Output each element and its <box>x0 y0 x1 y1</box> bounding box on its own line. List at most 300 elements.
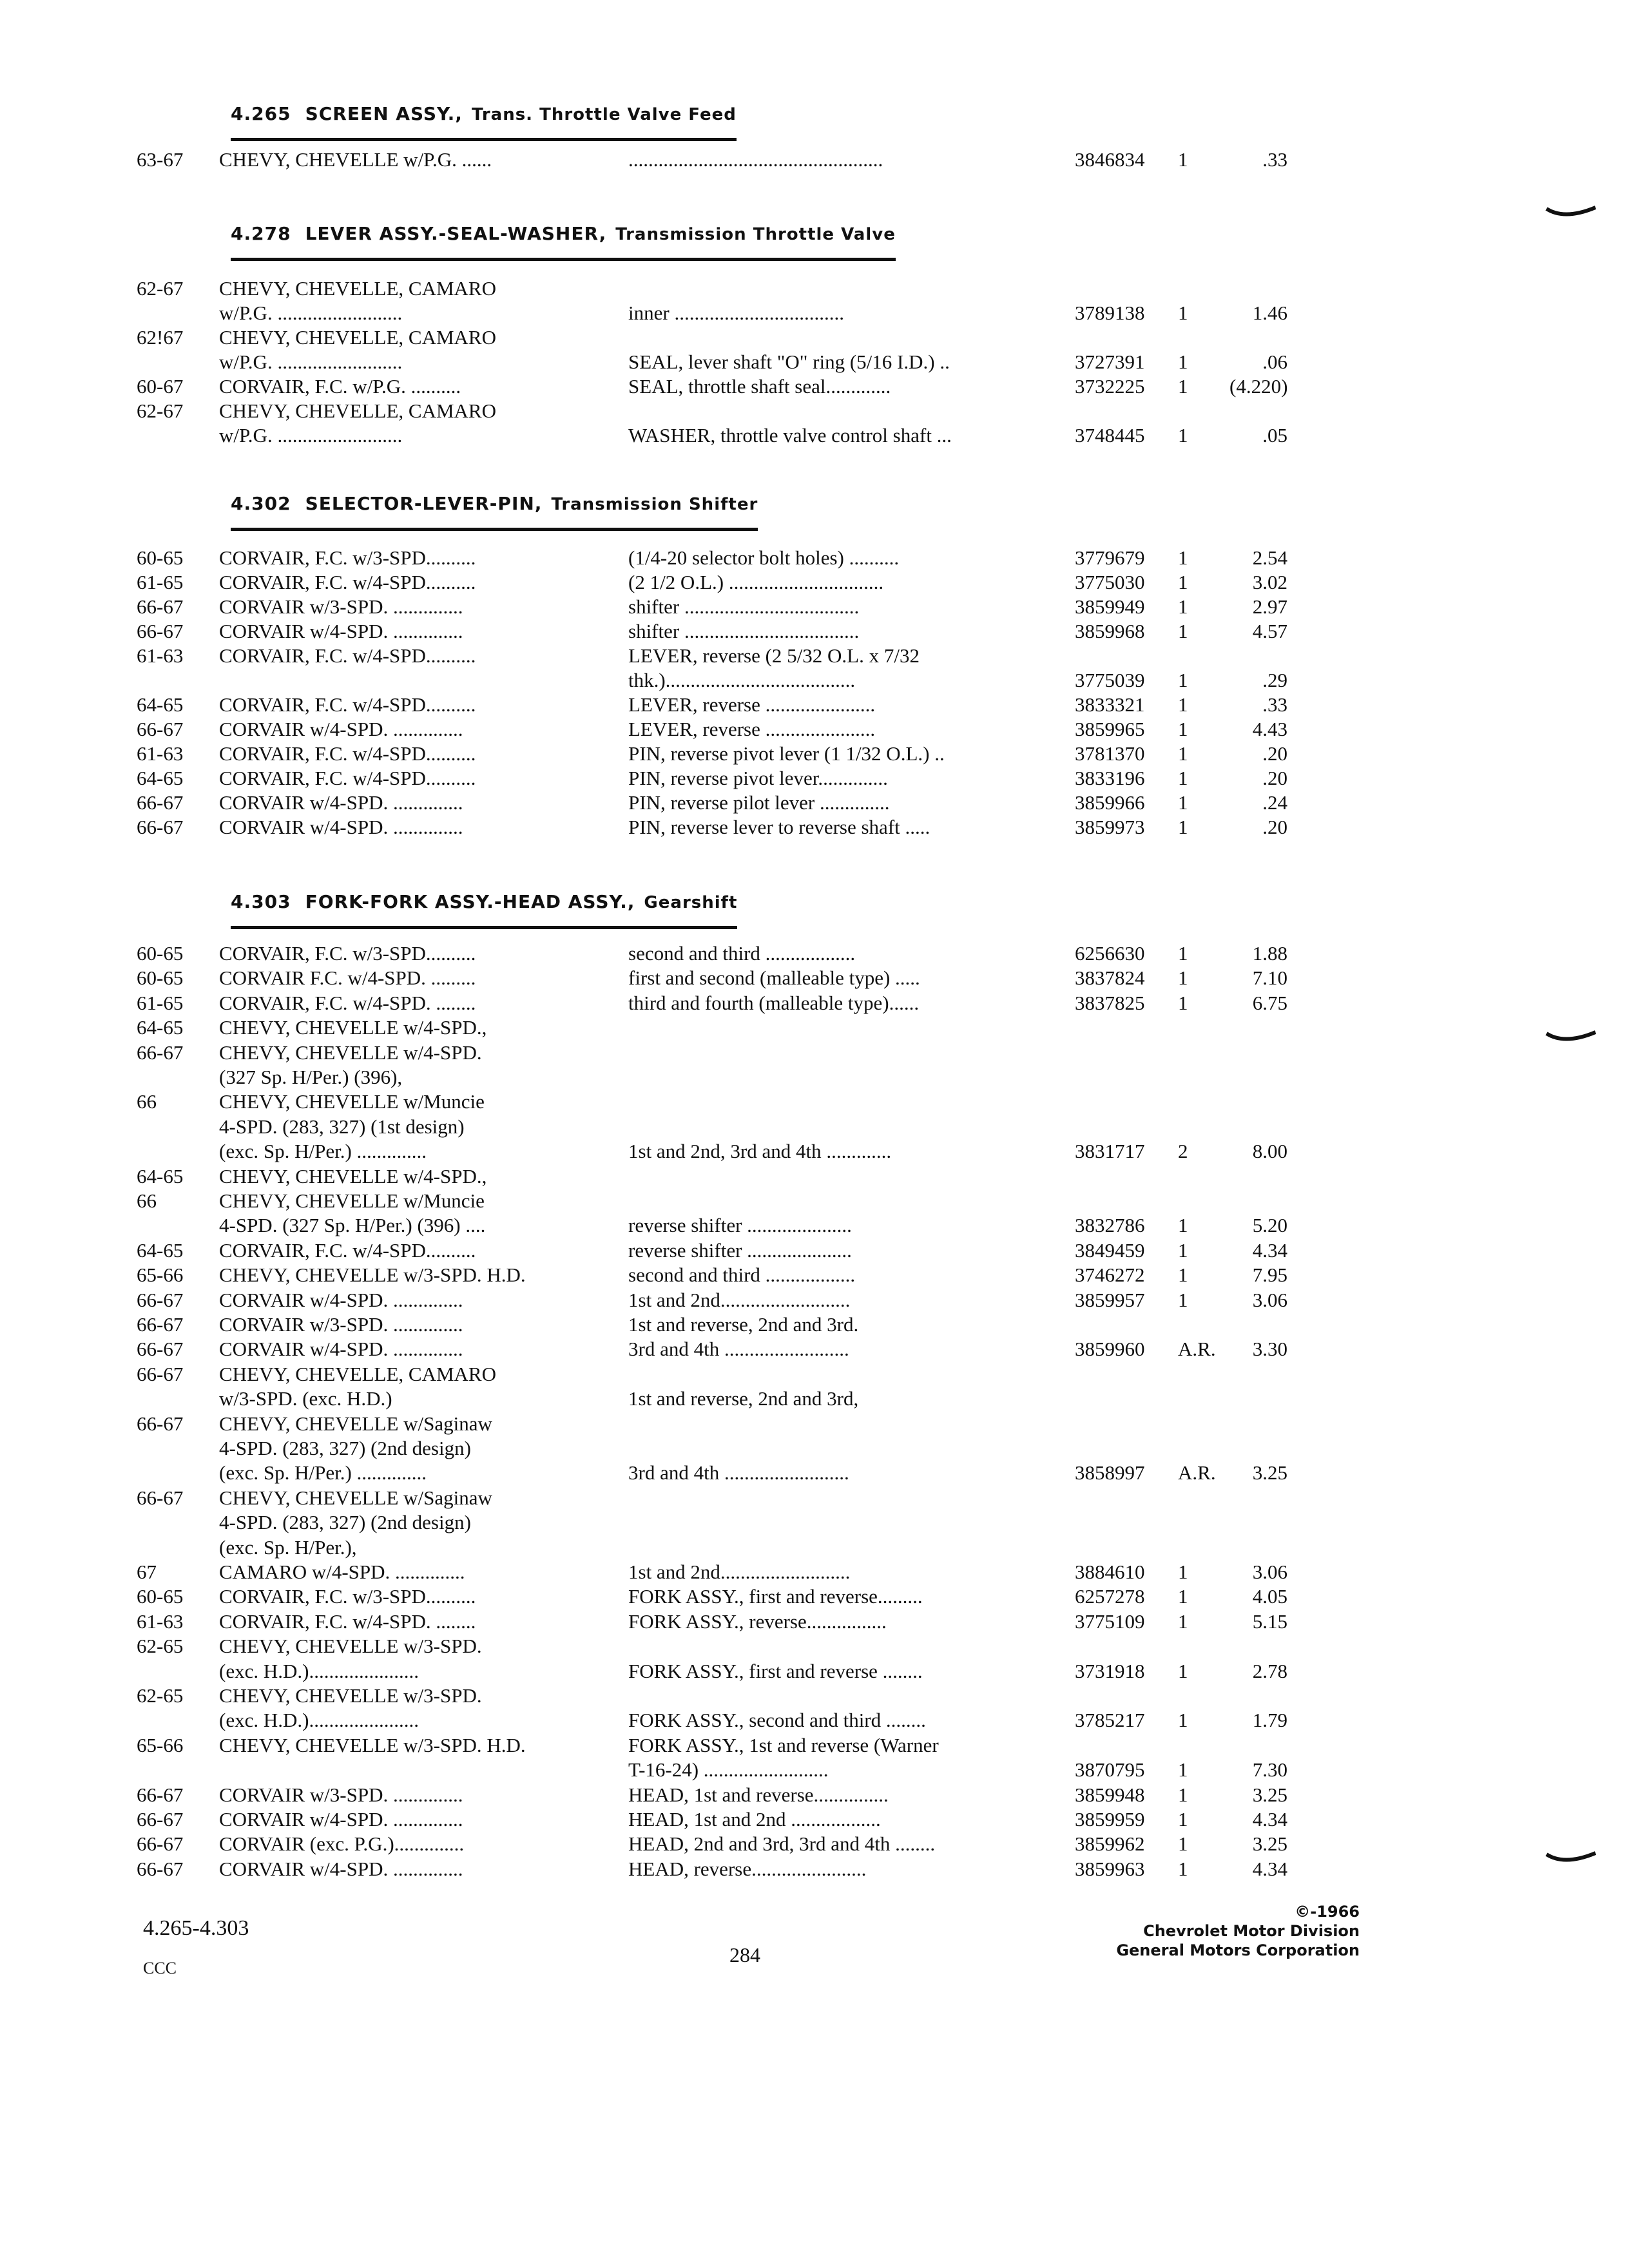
list-price: 5.20 <box>1252 1214 1287 1236</box>
list-price: .33 <box>1262 148 1287 171</box>
parts-row <box>0 1140 1629 1163</box>
parts-row <box>0 1832 1629 1856</box>
vehicle-model: CHEVY, CHEVELLE w/4-SPD. <box>219 1041 482 1064</box>
quantity: 1 <box>1178 1783 1188 1806</box>
list-price: 5.15 <box>1252 1610 1287 1633</box>
parts-row <box>0 595 1629 619</box>
list-price: 7.95 <box>1252 1264 1287 1286</box>
parts-row <box>0 277 1629 300</box>
vehicle-model: CHEVY, CHEVELLE w/3-SPD. <box>219 1635 482 1657</box>
part-number: 3859966 <box>1075 791 1145 814</box>
copyright: ©-1966 <box>1295 1903 1360 1921</box>
parts-row <box>0 1858 1629 1881</box>
vehicle-model: CORVAIR, F.C. w/P.G. .......... <box>219 375 461 398</box>
parts-row <box>0 742 1629 765</box>
page-range: 4.265-4.303 <box>143 1916 249 1940</box>
quantity: 1 <box>1178 1610 1188 1633</box>
model-year: 60-65 <box>137 966 184 989</box>
model-year: 60-65 <box>137 942 184 965</box>
part-number: 3837824 <box>1075 966 1145 989</box>
parts-row <box>0 1734 1629 1757</box>
model-year: 66-67 <box>137 1858 184 1880</box>
vehicle-model: 4-SPD. (283, 327) (2nd design) <box>219 1437 471 1459</box>
model-year: 66-67 <box>137 1041 184 1064</box>
parts-row <box>0 1264 1629 1287</box>
part-description: LEVER, reverse ...................... <box>628 718 876 740</box>
quantity: 1 <box>1178 1585 1188 1608</box>
parts-row <box>0 966 1629 990</box>
part-number: 3832786 <box>1075 1214 1145 1236</box>
quantity: 1 <box>1178 767 1188 789</box>
part-description: third and fourth (malleable type)...... <box>628 992 920 1014</box>
vehicle-model: CORVAIR w/4-SPD. .............. <box>219 1338 463 1360</box>
part-description: PIN, reverse pivot lever.............. <box>628 767 888 789</box>
list-price: .20 <box>1262 816 1287 838</box>
parts-row <box>0 718 1629 741</box>
quantity: 1 <box>1178 571 1188 593</box>
part-number: 3884610 <box>1075 1561 1145 1583</box>
quantity: 1 <box>1178 791 1188 814</box>
vehicle-model: CORVAIR, F.C. w/3-SPD.......... <box>219 1585 476 1608</box>
vehicle-model: CORVAIR, F.C. w/4-SPD.......... <box>219 767 476 789</box>
part-description: SEAL, lever shaft "O" ring (5/16 I.D.) .. <box>628 351 950 373</box>
model-year: 66 <box>137 1189 157 1212</box>
part-number: 3748445 <box>1075 424 1145 447</box>
part-number: 3732225 <box>1075 375 1145 398</box>
list-price: 3.06 <box>1252 1289 1287 1311</box>
part-description: FORK ASSY., 1st and reverse (Warner <box>628 1734 939 1756</box>
quantity: 1 <box>1178 1264 1188 1286</box>
vehicle-model: CHEVY, CHEVELLE, CAMARO <box>219 277 496 300</box>
section-header <box>231 103 737 141</box>
vehicle-model: w/P.G. ......................... <box>219 424 403 447</box>
parts-row <box>0 1561 1629 1584</box>
quantity: 1 <box>1178 1214 1188 1236</box>
model-year: 64-65 <box>137 1239 184 1262</box>
parts-row <box>0 1363 1629 1386</box>
part-number: 3859948 <box>1075 1783 1145 1806</box>
part-description: reverse shifter ..................... <box>628 1239 852 1262</box>
quantity: 1 <box>1178 1239 1188 1262</box>
list-price: 3.30 <box>1252 1338 1287 1360</box>
parts-row <box>0 399 1629 423</box>
parts-row <box>0 1115 1629 1139</box>
list-price: 4.34 <box>1252 1808 1287 1831</box>
model-year: 66-67 <box>137 1289 184 1311</box>
parts-row <box>0 1486 1629 1510</box>
part-number: 3859960 <box>1075 1338 1145 1360</box>
vehicle-model: (exc. H.D.)...................... <box>219 1660 419 1682</box>
list-price: 3.25 <box>1252 1461 1287 1484</box>
parts-row <box>0 1511 1629 1534</box>
part-description: WASHER, throttle valve control shaft ... <box>628 424 952 447</box>
list-price: 3.25 <box>1252 1832 1287 1855</box>
part-number: 3859959 <box>1075 1808 1145 1831</box>
part-description: (2 1/2 O.L.) ............................... <box>628 571 884 593</box>
model-year: 66-67 <box>137 1808 184 1831</box>
list-price: 2.97 <box>1252 595 1287 618</box>
quantity: 1 <box>1178 1660 1188 1682</box>
section-title: FORK-FORK ASSY.-HEAD ASSY., <box>305 891 635 912</box>
list-price: 4.05 <box>1252 1585 1287 1608</box>
section-header <box>231 493 758 531</box>
quantity: 1 <box>1178 620 1188 642</box>
parts-row <box>0 791 1629 814</box>
section-header <box>231 891 737 929</box>
vehicle-model: 4-SPD. (283, 327) (2nd design) <box>219 1511 471 1533</box>
part-description: FORK ASSY., reverse................ <box>628 1610 887 1633</box>
model-year: 66-67 <box>137 791 184 814</box>
parts-row <box>0 1684 1629 1707</box>
vehicle-model: CORVAIR w/4-SPD. .............. <box>219 1858 463 1880</box>
vehicle-model: CHEVY, CHEVELLE w/3-SPD. H.D. <box>219 1264 526 1286</box>
section-number: 4.303 <box>231 891 291 912</box>
division-name: Chevrolet Motor Division <box>1143 1922 1360 1940</box>
vehicle-model: CORVAIR w/4-SPD. .............. <box>219 1289 463 1311</box>
margin-tick-mark <box>1545 205 1597 222</box>
list-price: 2.54 <box>1252 546 1287 569</box>
model-year: 66-67 <box>137 1832 184 1855</box>
part-description: FORK ASSY., first and reverse ........ <box>628 1660 923 1682</box>
list-price: 4.34 <box>1252 1858 1287 1880</box>
vehicle-model: CORVAIR w/4-SPD. .............. <box>219 620 463 642</box>
list-price: 7.30 <box>1252 1758 1287 1781</box>
part-description: 1st and reverse, 2nd and 3rd. <box>628 1313 859 1336</box>
section-number: 4.302 <box>231 493 291 514</box>
part-description: inner .................................. <box>628 302 844 324</box>
parts-row <box>0 1461 1629 1485</box>
model-year: 62-67 <box>137 399 184 422</box>
vehicle-model: w/3-SPD. (exc. H.D.) <box>219 1387 392 1410</box>
parts-row <box>0 693 1629 716</box>
part-number: 3775030 <box>1075 571 1145 593</box>
vehicle-model: CHEVY, CHEVELLE w/4-SPD., <box>219 1016 487 1039</box>
part-number: 3859963 <box>1075 1858 1145 1880</box>
part-description: (1/4-20 selector bolt holes) .......... <box>628 546 900 569</box>
model-year: 60-65 <box>137 546 184 569</box>
part-number: 3870795 <box>1075 1758 1145 1781</box>
quantity: 1 <box>1178 302 1188 324</box>
part-number: 3858997 <box>1075 1461 1145 1484</box>
part-description: PIN, reverse lever to reverse shaft ..... <box>628 816 930 838</box>
quantity: 1 <box>1178 942 1188 965</box>
quantity: 1 <box>1178 718 1188 740</box>
parts-row <box>0 942 1629 965</box>
quantity: 1 <box>1178 1561 1188 1583</box>
part-description: PIN, reverse pilot lever .............. <box>628 791 890 814</box>
part-description: 1st and 2nd.......................... <box>628 1561 851 1583</box>
part-description: first and second (malleable type) ..... <box>628 966 920 989</box>
vehicle-model: CORVAIR, F.C. w/4-SPD.......... <box>219 1239 476 1262</box>
quantity: A.R. <box>1178 1338 1216 1360</box>
model-year: 62!67 <box>137 326 184 349</box>
margin-tick-mark <box>1545 1030 1597 1046</box>
catalog-code: CCC <box>143 1959 177 1977</box>
list-price: .24 <box>1262 791 1287 814</box>
parts-row <box>0 1536 1629 1559</box>
list-price: 8.00 <box>1252 1140 1287 1162</box>
parts-row <box>0 767 1629 790</box>
section-title: LEVER ASSY.-SEAL-WASHER, <box>305 223 607 244</box>
part-description: PIN, reverse pivot lever (1 1/32 O.L.) .. <box>628 742 945 765</box>
quantity: 1 <box>1178 1832 1188 1855</box>
list-price: 1.88 <box>1252 942 1287 965</box>
vehicle-model: CORVAIR w/4-SPD. .............. <box>219 718 463 740</box>
parts-row <box>0 1313 1629 1336</box>
quantity: 1 <box>1178 424 1188 447</box>
part-number: 3731918 <box>1075 1660 1145 1682</box>
list-price: 4.57 <box>1252 620 1287 642</box>
vehicle-model: (exc. Sp. H/Per.) .............. <box>219 1140 427 1162</box>
parts-row <box>0 620 1629 643</box>
section-number: 4.278 <box>231 223 291 244</box>
model-year: 66-67 <box>137 595 184 618</box>
part-number: 6257278 <box>1075 1585 1145 1608</box>
quantity: 1 <box>1178 546 1188 569</box>
quantity: 1 <box>1178 1858 1188 1880</box>
list-price: .20 <box>1262 767 1287 789</box>
vehicle-model: CHEVY, CHEVELLE w/3-SPD. <box>219 1684 482 1707</box>
vehicle-model: CHEVY, CHEVELLE w/P.G. ...... <box>219 148 492 171</box>
vehicle-model: CORVAIR w/3-SPD. .............. <box>219 1783 463 1806</box>
list-price: .05 <box>1262 424 1287 447</box>
part-description: shifter ................................... <box>628 595 860 618</box>
quantity: 1 <box>1178 375 1188 398</box>
model-year: 61-63 <box>137 1610 184 1633</box>
parts-row <box>0 992 1629 1015</box>
model-year: 64-65 <box>137 1165 184 1187</box>
quantity: 1 <box>1178 693 1188 716</box>
part-number: 3779679 <box>1075 546 1145 569</box>
section-subtitle: Transmission Throttle Valve <box>615 225 896 244</box>
parts-row <box>0 1783 1629 1807</box>
vehicle-model: 4-SPD. (283, 327) (1st design) <box>219 1115 465 1138</box>
part-number: 3833196 <box>1075 767 1145 789</box>
margin-tick-mark <box>1545 1850 1597 1867</box>
vehicle-model: CAMARO w/4-SPD. .............. <box>219 1561 465 1583</box>
vehicle-model: CHEVY, CHEVELLE, CAMARO <box>219 326 496 349</box>
vehicle-model: CORVAIR, F.C. w/3-SPD.......... <box>219 942 476 965</box>
model-year: 65-66 <box>137 1734 184 1756</box>
vehicle-model: CORVAIR w/3-SPD. .............. <box>219 1313 463 1336</box>
parts-row <box>0 1289 1629 1312</box>
parts-row <box>0 546 1629 570</box>
parts-row <box>0 571 1629 594</box>
vehicle-model: CORVAIR, F.C. w/4-SPD. ........ <box>219 1610 476 1633</box>
list-price: 3.06 <box>1252 1561 1287 1583</box>
parts-row <box>0 424 1629 447</box>
model-year: 61-63 <box>137 644 184 667</box>
part-number: 3837825 <box>1075 992 1145 1014</box>
model-year: 60-67 <box>137 375 184 398</box>
part-number: 3833321 <box>1075 693 1145 716</box>
list-price: 1.46 <box>1252 302 1287 324</box>
vehicle-model: CHEVY, CHEVELLE w/Muncie <box>219 1090 485 1113</box>
vehicle-model: CORVAIR, F.C. w/3-SPD.......... <box>219 546 476 569</box>
parts-row <box>0 1016 1629 1039</box>
model-year: 64-65 <box>137 767 184 789</box>
vehicle-model: CORVAIR, F.C. w/4-SPD.......... <box>219 693 476 716</box>
vehicle-model: CORVAIR w/4-SPD. .............. <box>219 816 463 838</box>
parts-row <box>0 1758 1629 1782</box>
model-year: 66-67 <box>137 816 184 838</box>
vehicle-model: CHEVY, CHEVELLE w/Saginaw <box>219 1412 492 1435</box>
part-description: HEAD, reverse....................... <box>628 1858 867 1880</box>
part-number: 3785217 <box>1075 1709 1145 1731</box>
parts-row <box>0 148 1629 171</box>
vehicle-model: CORVAIR w/3-SPD. .............. <box>219 595 463 618</box>
part-number: 3859962 <box>1075 1832 1145 1855</box>
section-subtitle: Trans. Throttle Valve Feed <box>471 105 737 124</box>
vehicle-model: CHEVY, CHEVELLE, CAMARO <box>219 399 496 422</box>
model-year: 67 <box>137 1561 157 1583</box>
part-number: 3831717 <box>1075 1140 1145 1162</box>
section-header <box>231 223 896 261</box>
model-year: 66 <box>137 1090 157 1113</box>
parts-row <box>0 1437 1629 1460</box>
vehicle-model: CORVAIR, F.C. w/4-SPD.......... <box>219 742 476 765</box>
vehicle-model: 4-SPD. (327 Sp. H/Per.) (396) .... <box>219 1214 486 1236</box>
parts-row <box>0 1165 1629 1188</box>
quantity: 1 <box>1178 1808 1188 1831</box>
quantity: 1 <box>1178 742 1188 765</box>
model-year: 62-65 <box>137 1684 184 1707</box>
parts-row <box>0 1214 1629 1237</box>
parts-row <box>0 1090 1629 1113</box>
parts-row <box>0 644 1629 668</box>
list-price: 4.43 <box>1252 718 1287 740</box>
section-subtitle: Gearshift <box>644 893 738 912</box>
quantity: 1 <box>1178 992 1188 1014</box>
part-description: LEVER, reverse ...................... <box>628 693 876 716</box>
part-number: 3789138 <box>1075 302 1145 324</box>
part-number: 3859949 <box>1075 595 1145 618</box>
parts-row <box>0 1709 1629 1732</box>
parts-row <box>0 351 1629 374</box>
part-description: FORK ASSY., first and reverse......... <box>628 1585 923 1608</box>
part-description: HEAD, 1st and reverse............... <box>628 1783 889 1806</box>
parts-row <box>0 1412 1629 1436</box>
section-title: SELECTOR-LEVER-PIN, <box>305 493 543 514</box>
parts-row <box>0 375 1629 398</box>
parts-row <box>0 1660 1629 1683</box>
part-number: 3781370 <box>1075 742 1145 765</box>
model-year: 62-65 <box>137 1635 184 1657</box>
model-year: 66-67 <box>137 1412 184 1435</box>
part-description: 1st and 2nd.......................... <box>628 1289 851 1311</box>
part-description: HEAD, 1st and 2nd .................. <box>628 1808 881 1831</box>
vehicle-model: (exc. Sp. H/Per.), <box>219 1536 357 1559</box>
parts-row <box>0 1610 1629 1633</box>
quantity: 2 <box>1178 1140 1188 1162</box>
quantity: 1 <box>1178 1758 1188 1781</box>
part-number: 3859973 <box>1075 816 1145 838</box>
section-subtitle: Transmission Shifter <box>551 495 758 514</box>
part-number: 3849459 <box>1075 1239 1145 1262</box>
part-number: 3846834 <box>1075 148 1145 171</box>
page-number: 284 <box>729 1943 760 1966</box>
vehicle-model: CORVAIR, F.C. w/4-SPD. ........ <box>219 992 476 1014</box>
vehicle-model: (exc. Sp. H/Per.) .............. <box>219 1461 427 1484</box>
vehicle-model: CORVAIR, F.C. w/4-SPD.......... <box>219 571 476 593</box>
parts-row <box>0 1189 1629 1213</box>
list-price: .33 <box>1262 693 1287 716</box>
model-year: 60-65 <box>137 1585 184 1608</box>
parts-row <box>0 669 1629 692</box>
quantity: 1 <box>1178 351 1188 373</box>
parts-row <box>0 1041 1629 1064</box>
part-description: 1st and reverse, 2nd and 3rd, <box>628 1387 859 1410</box>
quantity: 1 <box>1178 1289 1188 1311</box>
part-description: reverse shifter ..................... <box>628 1214 852 1236</box>
model-year: 63-67 <box>137 148 184 171</box>
vehicle-model: CHEVY, CHEVELLE w/Muncie <box>219 1189 485 1212</box>
model-year: 64-65 <box>137 1016 184 1039</box>
model-year: 66-67 <box>137 1313 184 1336</box>
quantity: 1 <box>1178 595 1188 618</box>
parts-row <box>0 302 1629 325</box>
part-description: 1st and 2nd, 3rd and 4th ............. <box>628 1140 892 1162</box>
quantity: A.R. <box>1178 1461 1216 1484</box>
model-year: 66-67 <box>137 1338 184 1360</box>
part-description: 3rd and 4th ......................... <box>628 1338 849 1360</box>
model-year: 66-67 <box>137 1486 184 1509</box>
quantity: 1 <box>1178 1709 1188 1731</box>
part-description: 3rd and 4th ......................... <box>628 1461 849 1484</box>
model-year: 61-65 <box>137 992 184 1014</box>
parts-row <box>0 1239 1629 1262</box>
parts-row <box>0 1635 1629 1658</box>
vehicle-model: (exc. H.D.)...................... <box>219 1709 419 1731</box>
publisher-block <box>1116 1902 1360 1960</box>
part-description: LEVER, reverse (2 5/32 O.L. x 7/32 <box>628 644 920 667</box>
section-title: SCREEN ASSY., <box>305 103 463 124</box>
list-price: 4.34 <box>1252 1239 1287 1262</box>
list-price: (4.220) <box>1229 375 1288 398</box>
model-year: 66-67 <box>137 1783 184 1806</box>
parts-row <box>0 1338 1629 1361</box>
model-year: 65-66 <box>137 1264 184 1286</box>
vehicle-model: w/P.G. ......................... <box>219 351 403 373</box>
vehicle-model: (327 Sp. H/Per.) (396), <box>219 1066 403 1088</box>
vehicle-model: CHEVY, CHEVELLE w/3-SPD. H.D. <box>219 1734 526 1756</box>
vehicle-model: CORVAIR (exc. P.G.).............. <box>219 1832 465 1855</box>
part-description: second and third .................. <box>628 1264 856 1286</box>
parts-row <box>0 1387 1629 1410</box>
quantity: 1 <box>1178 148 1188 171</box>
section-number: 4.265 <box>231 103 291 124</box>
model-year: 62-67 <box>137 277 184 300</box>
part-description: second and third .................. <box>628 942 856 965</box>
model-year: 66-67 <box>137 620 184 642</box>
parts-row <box>0 1066 1629 1089</box>
model-year: 66-67 <box>137 1363 184 1385</box>
list-price: 6.75 <box>1252 992 1287 1014</box>
parts-row <box>0 816 1629 839</box>
vehicle-model: CORVAIR, F.C. w/4-SPD.......... <box>219 644 476 667</box>
part-number: 3727391 <box>1075 351 1145 373</box>
corporation-name: General Motors Corporation <box>1116 1941 1360 1959</box>
vehicle-model: CORVAIR w/4-SPD. .............. <box>219 791 463 814</box>
parts-row <box>0 1585 1629 1608</box>
part-description: thk.)...................................... <box>628 669 856 691</box>
part-description: SEAL, throttle shaft seal............. <box>628 375 891 398</box>
part-description: T-16-24) ......................... <box>628 1758 829 1781</box>
list-price: 3.25 <box>1252 1783 1287 1806</box>
part-number: 6256630 <box>1075 942 1145 965</box>
model-year: 61-63 <box>137 742 184 765</box>
parts-row <box>0 326 1629 349</box>
